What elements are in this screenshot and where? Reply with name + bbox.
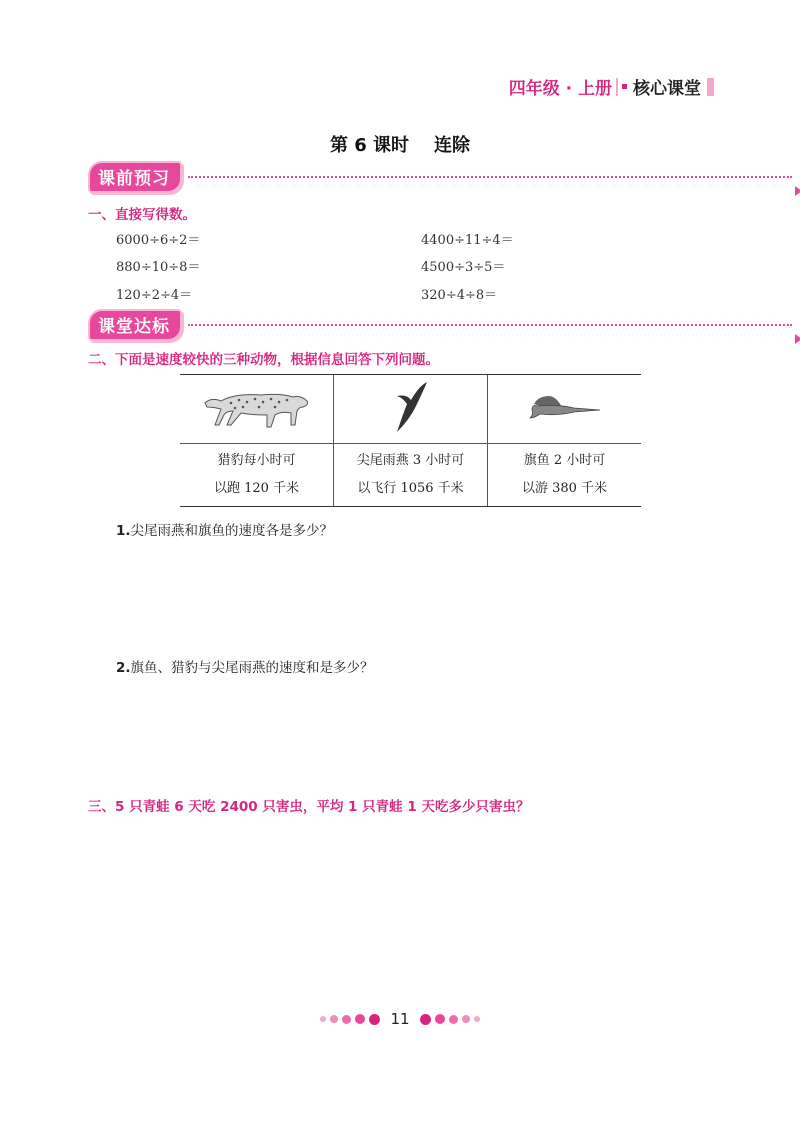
sailfish-info bbox=[488, 444, 642, 507]
swift-bird-icon bbox=[391, 380, 431, 434]
expression: 4500÷3÷5＝ bbox=[421, 260, 506, 275]
sub-question-2 bbox=[116, 656, 374, 676]
section-label: 核心课堂 bbox=[633, 79, 701, 99]
question-1-heading: 一、直接写得数。 bbox=[88, 207, 196, 223]
dot-icon bbox=[320, 1016, 326, 1022]
arrow-icon bbox=[795, 334, 800, 344]
page-header bbox=[509, 74, 714, 99]
dot-icon bbox=[355, 1014, 365, 1024]
info-line: 以飞行 1056 千米 bbox=[357, 481, 464, 496]
sub-question-number: 2. bbox=[116, 660, 131, 676]
info-line: 以游 380 千米 bbox=[521, 481, 608, 496]
dot-icon bbox=[449, 1015, 458, 1024]
banner-practice bbox=[88, 311, 182, 339]
page-footer bbox=[0, 1010, 800, 1028]
info-line: 以跑 120 千米 bbox=[213, 481, 300, 496]
header-square-icon bbox=[622, 84, 627, 89]
page-title: 第 6 课时 连除 bbox=[329, 135, 471, 156]
banner-dotted-line bbox=[188, 324, 792, 326]
info-line: 尖尾雨燕 3 小时可 bbox=[356, 453, 465, 468]
sub-question-1 bbox=[116, 519, 333, 539]
banner-practice-label: 课堂达标 bbox=[88, 309, 182, 341]
dot-icon bbox=[330, 1015, 338, 1023]
sailfish-icon bbox=[528, 392, 602, 422]
cheetah-icon bbox=[201, 385, 313, 429]
question-2-heading: 二、下面是速度较快的三种动物，根据信息回答下列问题。 bbox=[88, 352, 439, 368]
expression: 6000÷6÷2＝ bbox=[116, 233, 201, 248]
dot-icon bbox=[462, 1015, 470, 1023]
expression: 320÷4÷8＝ bbox=[421, 288, 498, 303]
swift-cell bbox=[334, 375, 488, 444]
header-divider bbox=[616, 78, 618, 96]
info-line: 猎豹每小时可 bbox=[217, 453, 296, 468]
cheetah-cell bbox=[180, 375, 334, 444]
dot-icon bbox=[435, 1014, 445, 1024]
sub-question-text: 尖尾雨燕和旗鱼的速度各是多少？ bbox=[130, 523, 334, 539]
page-number: 11 bbox=[390, 1010, 410, 1028]
dot-icon bbox=[369, 1014, 380, 1025]
expression: 120÷2÷4＝ bbox=[116, 288, 193, 303]
animal-table bbox=[180, 374, 641, 507]
expression: 880÷10÷8＝ bbox=[116, 260, 201, 275]
expression: 4400÷11÷4＝ bbox=[421, 233, 514, 248]
info-line: 旗鱼 2 小时可 bbox=[523, 453, 606, 468]
grade-label: 四年级 · 上册 bbox=[508, 79, 612, 99]
swift-info bbox=[334, 444, 488, 507]
sub-question-number: 1. bbox=[116, 523, 131, 539]
dot-icon bbox=[420, 1014, 431, 1025]
sailfish-cell bbox=[488, 375, 642, 444]
question-3-heading: 三、5 只青蛙 6 天吃 2400 只害虫，平均 1 只青蛙 1 天吃多少只害虫？ bbox=[88, 799, 530, 815]
cheetah-info bbox=[180, 444, 334, 507]
banner-preview bbox=[88, 163, 182, 191]
sub-question-text: 旗鱼、猎豹与尖尾雨燕的速度和是多少？ bbox=[130, 660, 374, 676]
dot-icon bbox=[474, 1016, 480, 1022]
arrow-icon bbox=[795, 186, 800, 196]
dot-icon bbox=[342, 1015, 351, 1024]
banner-preview-label: 课前预习 bbox=[88, 161, 182, 193]
banner-dotted-line bbox=[188, 176, 792, 178]
header-bar-icon bbox=[707, 78, 714, 96]
